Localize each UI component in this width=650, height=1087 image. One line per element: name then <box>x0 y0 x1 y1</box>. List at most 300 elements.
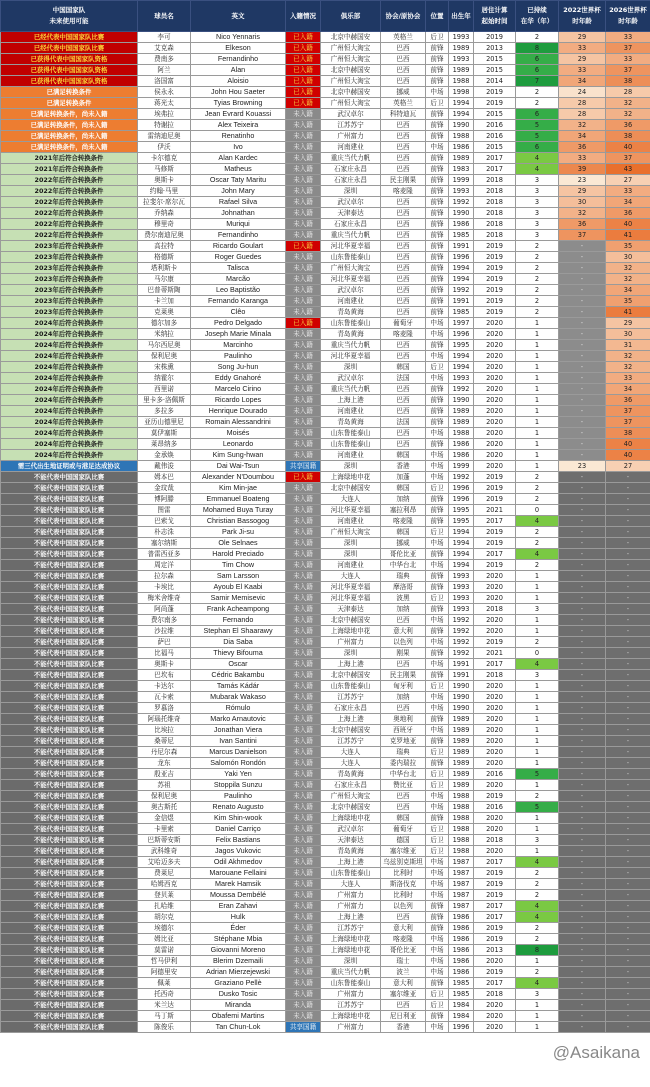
category-cell: 已满足转换条件，尚未入籍 <box>1 142 138 153</box>
age-2022-cell: - <box>559 582 606 593</box>
position-cell: 前锋 <box>426 439 449 450</box>
age-2026-cell: - <box>606 989 650 1000</box>
age-2026-cell: - <box>606 681 650 692</box>
club-cell: 江苏苏宁 <box>321 692 381 703</box>
cn-name-cell: 瓦卡索 <box>138 692 191 703</box>
en-name-cell: Jean Evrard Kouassi <box>191 109 286 120</box>
years-cell: 2 <box>516 483 559 494</box>
birth-year-cell: 1993 <box>449 54 474 65</box>
birth-year-cell: 1992 <box>449 197 474 208</box>
birth-year-cell: 1991 <box>449 659 474 670</box>
table-row <box>1 659 650 670</box>
association-cell: 巴西 <box>381 252 426 263</box>
category-cell: 不能代表中国国家队比赛 <box>1 912 138 923</box>
start-year-cell: 2018 <box>474 835 516 846</box>
position-cell: 前锋 <box>426 65 449 76</box>
birth-year-cell: 1984 <box>449 1000 474 1011</box>
status-cell: 未入籍 <box>286 626 321 637</box>
age-2022-cell: - <box>559 824 606 835</box>
age-2026-cell: - <box>606 703 650 714</box>
age-2022-cell: - <box>559 747 606 758</box>
position-cell: 中场 <box>426 351 449 362</box>
age-2022-cell: 29 <box>559 54 606 65</box>
age-2022-cell: - <box>559 802 606 813</box>
start-year-cell: 2019 <box>474 890 516 901</box>
age-2026-cell: - <box>606 494 650 505</box>
club-cell: 北京中赫国安 <box>321 483 381 494</box>
association-cell: 民主刚果 <box>381 175 426 186</box>
position-cell: 中场 <box>426 318 449 329</box>
en-name-cell: Renatinho <box>191 131 286 142</box>
position-cell: 前锋 <box>426 241 449 252</box>
status-cell: 已入籍 <box>286 87 321 98</box>
age-2022-cell: - <box>559 604 606 615</box>
position-cell: 后卫 <box>426 846 449 857</box>
cn-name-cell: 哈姆西克 <box>138 879 191 890</box>
years-cell: 1 <box>516 725 559 736</box>
category-cell: 不能代表中国国家队比赛 <box>1 802 138 813</box>
start-year-cell: 2018 <box>474 197 516 208</box>
cn-name-cell: 塞尔纳斯 <box>138 538 191 549</box>
en-name-cell: Nico Yennaris <box>191 32 286 43</box>
position-cell: 中场 <box>426 428 449 439</box>
status-cell: 未入籍 <box>286 285 321 296</box>
age-2022-cell: 28 <box>559 98 606 109</box>
age-2022-cell: 37 <box>559 230 606 241</box>
years-cell: 1 <box>516 340 559 351</box>
category-cell: 不能代表中国国家队比赛 <box>1 890 138 901</box>
en-name-cell: Giovanni Moreno <box>191 945 286 956</box>
position-cell: 前锋 <box>426 252 449 263</box>
en-name-cell: Kim Sung-hwan <box>191 450 286 461</box>
age-2026-cell: - <box>606 1000 650 1011</box>
age-2026-cell: - <box>606 835 650 846</box>
association-cell: 比利时 <box>381 890 426 901</box>
status-cell: 未入籍 <box>286 120 321 131</box>
position-cell: 后卫 <box>426 681 449 692</box>
en-name-cell: Felix Bastians <box>191 835 286 846</box>
birth-year-cell: 1994 <box>449 362 474 373</box>
years-cell: 4 <box>516 549 559 560</box>
age-2022-cell: - <box>559 296 606 307</box>
position-cell: 前锋 <box>426 1011 449 1022</box>
en-name-cell: Daniel Carriço <box>191 824 286 835</box>
cn-name-cell: 米兰达 <box>138 1000 191 1011</box>
en-name-cell: Sam Larsson <box>191 571 286 582</box>
table-row <box>1 879 650 890</box>
age-2026-cell: - <box>606 857 650 868</box>
birth-year-cell: 1995 <box>449 505 474 516</box>
age-2026-cell: - <box>606 901 650 912</box>
age-2022-cell: 29 <box>559 32 606 43</box>
club-cell: 广州恒大淘宝 <box>321 791 381 802</box>
association-cell: 巴西 <box>381 274 426 285</box>
age-2022-cell: - <box>559 934 606 945</box>
header-col-cn-name[interactable]: 球员名 <box>138 1 191 32</box>
start-year-cell: 2020 <box>474 461 516 472</box>
age-2026-cell: - <box>606 483 650 494</box>
club-cell: 北京中赫国安 <box>321 65 381 76</box>
association-cell: 尼日利亚 <box>381 1011 426 1022</box>
years-cell: 4 <box>516 164 559 175</box>
position-cell: 前锋 <box>426 813 449 824</box>
header-col-residence-start[interactable]: 居住计算 起始时间 <box>474 1 516 32</box>
start-year-cell: 2020 <box>474 582 516 593</box>
category-cell: 2024年后符合转换条件 <box>1 439 138 450</box>
association-cell: 喀麦隆 <box>381 934 426 945</box>
start-year-cell: 2019 <box>474 923 516 934</box>
association-cell: 刚果 <box>381 648 426 659</box>
club-cell: 河南建业 <box>321 406 381 417</box>
status-cell: 未入籍 <box>286 703 321 714</box>
age-2026-cell: - <box>606 758 650 769</box>
en-name-cell: Marouane Fellaini <box>191 868 286 879</box>
club-cell: 重庆当代力帆 <box>321 230 381 241</box>
age-2026-cell: 33 <box>606 373 650 384</box>
en-name-cell: Ivan Santini <box>191 736 286 747</box>
table-row <box>1 472 650 483</box>
age-2026-cell: - <box>606 571 650 582</box>
status-cell: 未入籍 <box>286 109 321 120</box>
birth-year-cell: 1986 <box>449 967 474 978</box>
position-cell: 前锋 <box>426 219 449 230</box>
status-cell: 已入籍 <box>286 32 321 43</box>
position-cell: 中场 <box>426 373 449 384</box>
cn-name-cell: 蒋光太 <box>138 98 191 109</box>
start-year-cell: 2020 <box>474 384 516 395</box>
table-row <box>1 835 650 846</box>
cn-name-cell: 莫伊塞斯 <box>138 428 191 439</box>
status-cell: 未入籍 <box>286 714 321 725</box>
en-name-cell: Kim Shin-wook <box>191 813 286 824</box>
table-row <box>1 791 650 802</box>
table-row <box>1 637 650 648</box>
age-2026-cell: 40 <box>606 439 650 450</box>
status-cell: 未入籍 <box>286 450 321 461</box>
age-2026-cell: 38 <box>606 428 650 439</box>
cn-name-cell: 龙东 <box>138 758 191 769</box>
start-year-cell: 2020 <box>474 747 516 758</box>
cn-name-cell: 特谢拉 <box>138 120 191 131</box>
category-cell: 不能代表中国国家队比赛 <box>1 857 138 868</box>
header-col-age-2026-world-cup[interactable]: 2026世界杯 时年龄 <box>606 1 650 32</box>
years-cell: 4 <box>516 516 559 527</box>
en-name-cell: Jagos Vukovic <box>191 846 286 857</box>
start-year-cell: 2020 <box>474 681 516 692</box>
start-year-cell: 2019 <box>474 472 516 483</box>
category-cell: 不能代表中国国家队比赛 <box>1 472 138 483</box>
table-row <box>1 362 650 373</box>
start-year-cell: 2020 <box>474 395 516 406</box>
cn-name-cell: 胡尔克 <box>138 912 191 923</box>
age-2022-cell: - <box>559 318 606 329</box>
status-cell: 未入籍 <box>286 670 321 681</box>
association-cell: 乌兹别克斯坦 <box>381 857 426 868</box>
position-cell: 后卫 <box>426 527 449 538</box>
position-cell: 后卫 <box>426 780 449 791</box>
cn-name-cell: 马丁斯 <box>138 1011 191 1022</box>
age-2022-cell: - <box>559 472 606 483</box>
years-cell: 0 <box>516 648 559 659</box>
cn-name-cell: 李可 <box>138 32 191 43</box>
birth-year-cell: 1988 <box>449 813 474 824</box>
table-row <box>1 692 650 703</box>
start-year-cell: 2013 <box>474 43 516 54</box>
club-cell: 上海上港 <box>321 912 381 923</box>
association-cell: 哥伦比亚 <box>381 945 426 956</box>
start-year-cell: 2019 <box>474 791 516 802</box>
age-2022-cell: 30 <box>559 197 606 208</box>
category-cell: 不能代表中国国家队比赛 <box>1 681 138 692</box>
status-cell: 未入籍 <box>286 296 321 307</box>
en-name-cell: Cédric Bakambu <box>191 670 286 681</box>
table-row <box>1 846 650 857</box>
years-cell: 1 <box>516 439 559 450</box>
club-cell: 山东鲁能泰山 <box>321 439 381 450</box>
position-cell: 前锋 <box>426 120 449 131</box>
category-cell: 2023年后符合转换条件 <box>1 241 138 252</box>
position-cell: 中场 <box>426 725 449 736</box>
age-2026-cell: 34 <box>606 384 650 395</box>
header-col-future-usage[interactable]: 中国国家队 未来使用可能 <box>1 1 138 32</box>
start-year-cell: 2020 <box>474 956 516 967</box>
association-cell: 瑞典 <box>381 571 426 582</box>
category-cell: 不能代表中国国家队比赛 <box>1 846 138 857</box>
start-year-cell: 2019 <box>474 637 516 648</box>
status-cell: 未入籍 <box>286 956 321 967</box>
category-cell: 不能代表中国国家队比赛 <box>1 549 138 560</box>
table-row <box>1 967 650 978</box>
years-cell: 4 <box>516 912 559 923</box>
en-name-cell: Eran Zahavi <box>191 901 286 912</box>
age-2022-cell: - <box>559 978 606 989</box>
age-2022-cell: - <box>559 879 606 890</box>
start-year-cell: 2017 <box>474 549 516 560</box>
status-cell: 未入籍 <box>286 395 321 406</box>
status-cell: 未入籍 <box>286 483 321 494</box>
en-name-cell: Odil Akhmedov <box>191 857 286 868</box>
status-cell: 已入籍 <box>286 54 321 65</box>
association-cell: 葡萄牙 <box>381 824 426 835</box>
birth-year-cell: 1986 <box>449 956 474 967</box>
club-cell: 青岛黄海 <box>321 307 381 318</box>
association-cell: 香港 <box>381 461 426 472</box>
category-cell: 不能代表中国国家队比赛 <box>1 648 138 659</box>
en-name-cell: Yaki Yen <box>191 769 286 780</box>
en-name-cell: Dusko Tosic <box>191 989 286 1000</box>
start-year-cell: 2015 <box>474 54 516 65</box>
years-cell: 1 <box>516 626 559 637</box>
position-cell: 前锋 <box>426 153 449 164</box>
en-name-cell: Ricardo Goulart <box>191 241 286 252</box>
category-cell: 已满足转换条件，尚未入籍 <box>1 131 138 142</box>
age-2022-cell: - <box>559 1022 606 1033</box>
age-2022-cell: 23 <box>559 175 606 186</box>
birth-year-cell: 1989 <box>449 769 474 780</box>
age-2026-cell: - <box>606 824 650 835</box>
age-2026-cell: 32 <box>606 362 650 373</box>
category-cell: 2024年后符合转换条件 <box>1 318 138 329</box>
table-row <box>1 98 650 109</box>
header-col-years-in-china[interactable]: 已持续 在华（年） <box>516 1 559 32</box>
status-cell: 未入籍 <box>286 571 321 582</box>
watermark-strip <box>0 1033 650 1073</box>
age-2022-cell: - <box>559 505 606 516</box>
category-cell: 2024年后符合转换条件 <box>1 417 138 428</box>
age-2026-cell: 31 <box>606 340 650 351</box>
years-cell: 3 <box>516 670 559 681</box>
club-cell: 广州富力 <box>321 989 381 1000</box>
en-name-cell: Alan <box>191 65 286 76</box>
en-name-cell: Aloisio <box>191 76 286 87</box>
category-cell: 已获得代表中国国家队资格 <box>1 54 138 65</box>
birth-year-cell: 1994 <box>449 263 474 274</box>
header-col-association[interactable]: 协会/原协会 <box>381 1 426 32</box>
header-col-club[interactable]: 俱乐部 <box>321 1 381 32</box>
club-cell: 武汉卓尔 <box>321 197 381 208</box>
position-cell: 前锋 <box>426 274 449 285</box>
age-2026-cell: 41 <box>606 307 650 318</box>
header-col-naturalization[interactable]: 入籍情况 <box>286 1 321 32</box>
header-col-birth-year[interactable]: 出生年 <box>449 1 474 32</box>
club-cell: 上海绿地申花 <box>321 472 381 483</box>
position-cell: 前锋 <box>426 758 449 769</box>
age-2022-cell: 33 <box>559 65 606 76</box>
age-2026-cell: - <box>606 736 650 747</box>
age-2022-cell: - <box>559 395 606 406</box>
age-2022-cell: - <box>559 637 606 648</box>
en-name-cell: Pedro Delgado <box>191 318 286 329</box>
association-cell: 巴西 <box>381 230 426 241</box>
status-cell: 未入籍 <box>286 263 321 274</box>
en-name-cell: Harold Preciado <box>191 549 286 560</box>
cn-name-cell: 费尔南多 <box>138 615 191 626</box>
association-cell: 巴西 <box>381 615 426 626</box>
status-cell: 未入籍 <box>286 1000 321 1011</box>
header-col-position[interactable]: 位置 <box>426 1 449 32</box>
years-cell: 2 <box>516 307 559 318</box>
position-cell: 后卫 <box>426 835 449 846</box>
table-row <box>1 131 650 142</box>
years-cell: 7 <box>516 76 559 87</box>
years-cell: 2 <box>516 494 559 505</box>
cn-name-cell: 费莱尼 <box>138 868 191 879</box>
birth-year-cell: 1994 <box>449 98 474 109</box>
years-cell: 1 <box>516 1022 559 1033</box>
category-cell: 不能代表中国国家队比赛 <box>1 901 138 912</box>
position-cell: 前锋 <box>426 208 449 219</box>
club-cell: 武汉卓尔 <box>321 285 381 296</box>
status-cell: 已入籍 <box>286 65 321 76</box>
birth-year-cell: 1993 <box>449 373 474 384</box>
position-cell: 前锋 <box>426 230 449 241</box>
years-cell: 1 <box>516 714 559 725</box>
age-2026-cell: - <box>606 637 650 648</box>
age-2026-cell: - <box>606 560 650 571</box>
en-name-cell: Henrique Dourado <box>191 406 286 417</box>
en-name-cell: Tamás Kádár <box>191 681 286 692</box>
status-cell: 未入籍 <box>286 604 321 615</box>
association-cell: 葡萄牙 <box>381 318 426 329</box>
association-cell: 法国 <box>381 417 426 428</box>
years-cell: 2 <box>516 472 559 483</box>
table-row <box>1 54 650 65</box>
age-2026-cell: 40 <box>606 219 650 230</box>
cn-name-cell: 乔纳森 <box>138 208 191 219</box>
birth-year-cell: 1997 <box>449 318 474 329</box>
status-cell: 未入籍 <box>286 725 321 736</box>
club-cell: 重庆当代力帆 <box>321 340 381 351</box>
position-cell: 前锋 <box>426 263 449 274</box>
age-2022-cell: 28 <box>559 109 606 120</box>
years-cell: 2 <box>516 538 559 549</box>
club-cell: 河南建业 <box>321 450 381 461</box>
category-cell: 不能代表中国国家队比赛 <box>1 714 138 725</box>
age-2026-cell: - <box>606 780 650 791</box>
category-cell: 不能代表中国国家队比赛 <box>1 538 138 549</box>
position-cell: 中场 <box>426 461 449 472</box>
table-row <box>1 725 650 736</box>
cn-name-cell: 阿德里安 <box>138 967 191 978</box>
club-cell: 山东鲁能泰山 <box>321 252 381 263</box>
table-row <box>1 252 650 263</box>
en-name-cell: Christian Bassogog <box>191 516 286 527</box>
age-2026-cell: - <box>606 527 650 538</box>
position-cell: 前锋 <box>426 131 449 142</box>
age-2026-cell: 37 <box>606 406 650 417</box>
cn-name-cell: 巴索戈 <box>138 516 191 527</box>
association-cell: 喀麦隆 <box>381 329 426 340</box>
status-cell: 未入籍 <box>286 648 321 659</box>
en-name-cell: Thievy Bifouma <box>191 648 286 659</box>
start-year-cell: 2020 <box>474 362 516 373</box>
category-cell: 已满足转换条件 <box>1 87 138 98</box>
category-cell: 不能代表中国国家队比赛 <box>1 780 138 791</box>
birth-year-cell: 1996 <box>449 252 474 263</box>
association-cell: 巴西 <box>381 340 426 351</box>
position-cell: 前锋 <box>426 912 449 923</box>
years-cell: 1 <box>516 329 559 340</box>
years-cell: 2 <box>516 791 559 802</box>
age-2026-cell: 32 <box>606 351 650 362</box>
status-cell: 未入籍 <box>286 252 321 263</box>
en-name-cell: Romain Alessandrini <box>191 417 286 428</box>
club-cell: 广州恒大淘宝 <box>321 76 381 87</box>
start-year-cell: 2020 <box>474 1022 516 1033</box>
years-cell: 2 <box>516 923 559 934</box>
birth-year-cell: 1987 <box>449 857 474 868</box>
status-cell: 未入籍 <box>286 560 321 571</box>
table-row <box>1 329 650 340</box>
cn-name-cell: 姆比亚 <box>138 934 191 945</box>
header-col-age-2022-world-cup[interactable]: 2022世界杯 时年龄 <box>559 1 606 32</box>
years-cell: 1 <box>516 384 559 395</box>
header-col-en-name[interactable]: 英文 <box>191 1 286 32</box>
start-year-cell: 2019 <box>474 307 516 318</box>
association-cell: 巴西 <box>381 208 426 219</box>
association-cell: 哥伦比亚 <box>381 549 426 560</box>
table-row <box>1 197 650 208</box>
years-cell: 4 <box>516 659 559 670</box>
en-name-cell: Mohamed Buya Turay <box>191 505 286 516</box>
years-cell: 3 <box>516 230 559 241</box>
age-2022-cell: - <box>559 340 606 351</box>
status-cell: 未入籍 <box>286 967 321 978</box>
age-2022-cell: - <box>559 307 606 318</box>
start-year-cell: 2019 <box>474 967 516 978</box>
start-year-cell: 2019 <box>474 560 516 571</box>
table-row <box>1 505 650 516</box>
